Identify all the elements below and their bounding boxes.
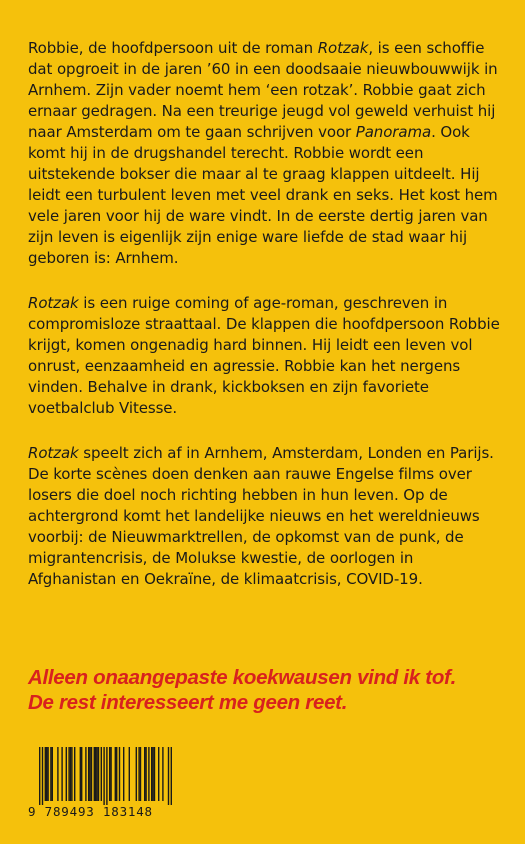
body-text: Robbie, de hoofdpersoon uit de roman xyxy=(28,39,318,57)
tagline-line-1: Alleen onaangepaste koekwausen vind ik tof. xyxy=(28,666,456,689)
barcode-bar xyxy=(115,747,116,801)
barcode-bar xyxy=(42,747,43,805)
tagline-quote xyxy=(28,665,508,715)
barcode-bar xyxy=(46,747,47,801)
barcode-bar xyxy=(110,747,111,801)
barcode-bar xyxy=(171,747,172,805)
barcode-bar xyxy=(96,747,97,801)
barcode-bar xyxy=(74,747,75,801)
barcode-bar xyxy=(61,747,62,801)
barcode-bar xyxy=(91,747,92,801)
barcode-bar xyxy=(50,747,51,801)
barcode-bar xyxy=(129,747,130,801)
barcode-bar xyxy=(101,747,102,801)
blurb-paragraph-2 xyxy=(28,293,506,419)
barcode-bar xyxy=(168,747,169,805)
barcode-bar xyxy=(148,747,149,801)
back-cover-blurb xyxy=(28,38,506,614)
barcode-bar xyxy=(158,747,159,801)
barcode-bar xyxy=(103,747,104,805)
blurb-paragraph-1 xyxy=(28,38,506,269)
barcode-bar xyxy=(47,747,48,801)
barcode-bar xyxy=(119,747,120,801)
barcode-bar xyxy=(71,747,72,801)
body-text: . Ook komt hij in de drugshandel terecht. Robbie wordt een uitstekende bokser die maar al te graag klappen uitdeelt. Hij leidt een turbulent leven met veel drank en seks. Het kost hem vele jaren voor hij de ware vindt. In de eerste dertig jaren van zijn leven is eigenlijk zijn enige ware liefde de stad waar hij geboren is: Arnhem. xyxy=(28,123,498,267)
barcode-bar xyxy=(57,747,58,801)
barcode-bar xyxy=(162,747,163,801)
barcode-bar xyxy=(89,747,90,801)
tagline-line-2: De rest interesseert me geen reet. xyxy=(28,691,348,714)
italic-title-text: Rotzak xyxy=(28,294,79,312)
blurb-paragraph-3 xyxy=(28,443,506,590)
italic-title-text: Panorama xyxy=(355,123,432,141)
barcode-bar xyxy=(88,747,89,801)
barcode-bar xyxy=(138,747,139,801)
barcode-bar xyxy=(151,747,152,801)
body-text: , is een schoffie dat opgroeit in de jaren ’60 in een doodsaaie nieuwbouwwijk in Arnhem. Zijn vader noemt hem ‘een rotzak’. Robbie gaat zich ernaar gedragen. Na een treurige jeugd vol geweld verhuist hij naar Amsterdam om te gaan schrijven voor xyxy=(28,39,498,141)
barcode-bar xyxy=(39,747,40,805)
barcode-bar xyxy=(81,747,82,801)
barcode-bar xyxy=(106,747,107,805)
barcode-bar xyxy=(80,747,81,801)
barcode-bar xyxy=(136,747,137,801)
barcode-bar xyxy=(109,747,110,801)
barcode-bar xyxy=(95,747,96,801)
barcode-bar xyxy=(154,747,155,801)
isbn-number: 9 789493 183148 xyxy=(28,804,153,819)
barcode-bar xyxy=(98,747,99,801)
italic-title-text: Rotzak xyxy=(28,444,79,462)
barcode-bar xyxy=(85,747,86,801)
barcode-bar xyxy=(52,747,53,801)
body-text: speelt zich af in Arnhem, Amsterdam, Londen en Parijs. De korte scènes doen denken aan rauwe Engelse films over losers die doel noch richting hebben in hun leven. Op de achtergrond komt het landelijke nieuws en het wereldnieuws voorbij: de Nieuwmarktrellen, de opkomst van de punk, de migrantencrisis, de Molukse kwestie, de oorlogen in Afghanistan en Oekraïne, de klimaatcrisis, COVID-19. xyxy=(28,444,494,588)
barcode-bar xyxy=(145,747,146,801)
barcode-bar xyxy=(116,747,117,801)
barcode-bar xyxy=(68,747,69,801)
barcode-bar xyxy=(66,747,67,801)
barcode-bar xyxy=(94,747,95,801)
barcode-bar xyxy=(140,747,141,801)
barcode-bars xyxy=(28,745,180,805)
body-text: is een ruige coming of age-roman, geschreven in compromisloze straattaal. De klappen die hoofdpersoon Robbie krijgt, komen ongenadig hard binnen. Hij leidt een leven vol onrust, eenzaamheid en agressie. Robbie kan het nergens vinden. Behalve in drank, kickboksen en zijn favoriete voetbalclub Vitesse. xyxy=(28,294,500,417)
barcode-bar xyxy=(45,747,46,801)
barcode-bar xyxy=(152,747,153,801)
barcode-bar xyxy=(70,747,71,801)
italic-title-text: Rotzak xyxy=(317,39,369,57)
isbn-barcode xyxy=(28,745,180,825)
barcode-bar xyxy=(144,747,145,801)
barcode-bar xyxy=(123,747,124,801)
